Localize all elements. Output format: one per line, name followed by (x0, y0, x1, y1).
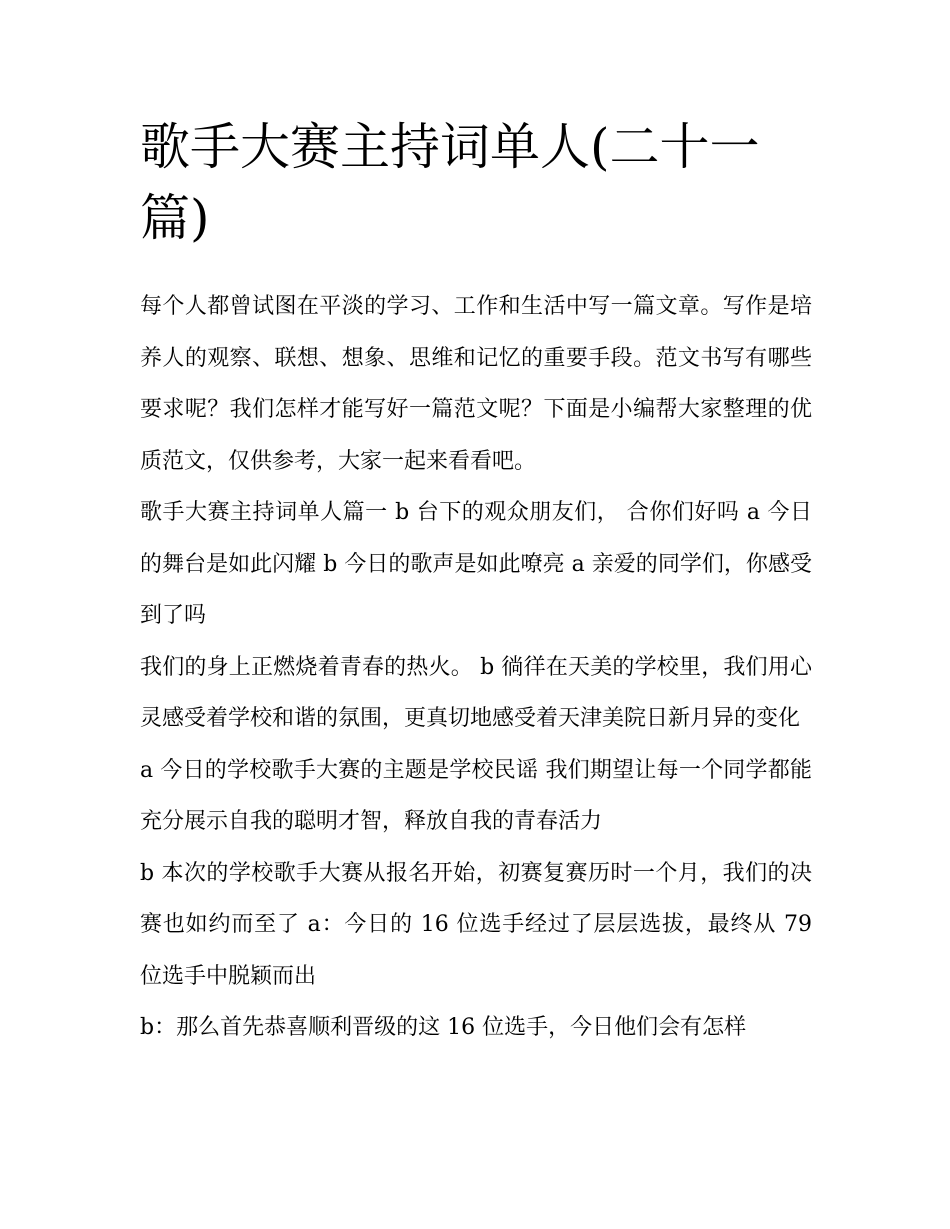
paragraph-opening: 歌手大赛主持词单人篇一 b 台下的观众朋友们， 合你们好吗 a 今日的舞台是如此闪耀 b 今日的歌声是如此嘹亮 a 亲爱的同学们，你感受到了吗 (140, 500, 812, 628)
paragraph-congrats: b：那么首先恭喜顺利晋级的这 16 位选手，今日他们会有怎样 (140, 1015, 747, 1040)
document-body (140, 281, 812, 1054)
paragraph-youth: 我们的身上正燃烧着青春的热火。 b 徜徉在天美的学校里，我们用心灵感受着学校和谐的氛围，更真切地感受着天津美院日新月异的变化 (140, 654, 812, 731)
document-title: 歌手大赛主持词单人(二十一篇) (140, 118, 760, 247)
paragraph-theme: a 今日的学校歌手大赛的主题是学校民谣 我们期望让每一个同学都能充分展示自我的聪明才智，释放自我的青春活力 (140, 757, 812, 834)
paragraph-contest: b 本次的学校歌手大赛从报名开始，初赛复赛历时一个月，我们的决赛也如约而至了 a：今日的 16 位选手经过了层层选拔，最终从 79 位选手中脱颖而出 (140, 860, 812, 989)
paragraph-intro: 每个人都曾试图在平淡的学习、工作和生活中写一篇文章。写作是培养人的观察、联想、想象、思维和记忆的重要手段。范文书写有哪些要求呢？我们怎样才能写好一篇范文呢？下面是小编帮大家整理的优质范文，仅供参考，大家一起来看看吧。 (140, 294, 812, 474)
